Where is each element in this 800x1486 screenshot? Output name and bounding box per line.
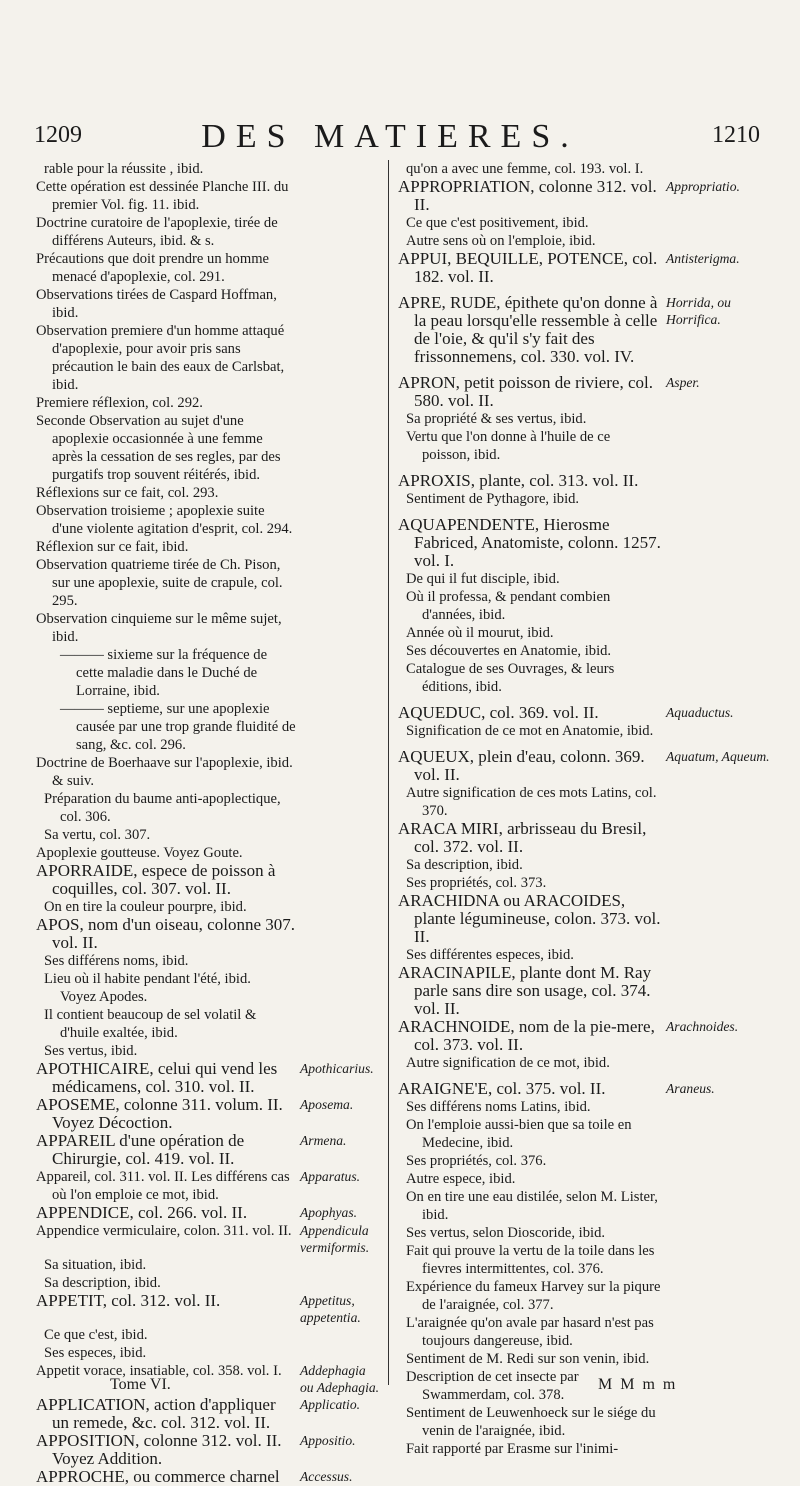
index-entry [36, 1432, 382, 1468]
entry-text: L'araignée qu'on avale par hasard n'est pas toujours dangereuse, ibid. [406, 1315, 654, 1349]
latin-term [666, 1152, 770, 1170]
entry-text: Apoplexie goutteuse. Voyez Goute. [36, 845, 243, 861]
entry-text: Observation cinquieme sur le même sujet, ibid. [36, 611, 282, 645]
entry-text: Voyez Apodes. [60, 989, 148, 1005]
entry-text: APPAREIL d'une opération de Chirurgie, col. 419. vol. II. [36, 1131, 245, 1168]
latin-term [300, 556, 382, 610]
latin-term [300, 790, 382, 826]
index-entry [398, 624, 770, 642]
entry-text: Fait qui prouve la vertu de la toile dans les fievres intermittentes, col. 376. [406, 1243, 655, 1277]
index-entry [398, 374, 770, 410]
latin-term [300, 898, 382, 916]
entry-text: Autre espece, ibid. [406, 1171, 516, 1187]
index-entry [36, 556, 382, 610]
latin-term: Appropriatio. [666, 179, 740, 194]
entry-text: APRE, RUDE, épithete qu'on donne à la peau lorsqu'elle ressemble à celle de l'oie, & qu'il s'y fait des frissonnemens, col. 330. vol. IV. [398, 293, 658, 366]
index-entry [36, 1132, 382, 1168]
index-entry [398, 250, 770, 286]
entry-text: ARACHNOIDE, nom de la pie-mere, col. 373. vol. II. [398, 1017, 655, 1054]
index-entry [398, 410, 770, 428]
index-entry [398, 1224, 770, 1242]
entry-text: APPOSITION, colonne 312. vol. II. Voyez Addition. [36, 1431, 282, 1468]
entry-text: Appareil, col. 311. vol. II. Les différens cas où l'on emploie ce mot, ibid. [36, 1169, 290, 1203]
index-entry [36, 646, 382, 700]
index-entry [398, 1170, 770, 1188]
index-entry [36, 160, 382, 178]
latin-term [300, 160, 382, 178]
entry-text: Sa propriété & ses vertus, ibid. [406, 411, 587, 427]
latin-term [666, 1116, 770, 1152]
index-entry [36, 862, 382, 898]
entry-text: Ses propriétés, col. 376. [406, 1153, 547, 1169]
index-entry [36, 1326, 382, 1344]
index-entry [398, 294, 770, 366]
entry-text: AQUEDUC, col. 369. vol. II. [398, 703, 599, 722]
entry-text: Seconde Observation au sujet d'une apoplexie occasionnée à une femme après la cessation de ses regles, par des purgatifs trop souvent réitérés, ibid. [36, 413, 281, 483]
index-entry [398, 588, 770, 624]
entry-text: ARACHIDNA ou ARACOIDES, plante légumineuse, colon. 373. vol. II. [398, 891, 661, 946]
entry-text: Appendice vermiculaire, colon. 311. vol. II. [36, 1223, 292, 1239]
column-divider [388, 160, 389, 1385]
latin-term [300, 538, 382, 556]
index-entry [398, 660, 770, 696]
entry-text: ——— septieme, sur une apoplexie causée par une trop grande fluidité de sang, &c. col. 296. [60, 701, 296, 753]
entry-text: Il contient beaucoup de sel volatil & d'huile exaltée, ibid. [44, 1007, 257, 1041]
entry-text: Sa situation, ibid. [44, 1257, 147, 1273]
latin-term: Apophyas. [300, 1205, 358, 1220]
index-entry [398, 892, 770, 946]
index-entry [398, 1080, 770, 1098]
index-entry [36, 1256, 382, 1274]
index-entry [398, 946, 770, 964]
entry-text: APPROPRIATION, colonne 312. vol. II. [398, 177, 657, 214]
index-entry [36, 214, 382, 250]
latin-term [300, 1042, 382, 1060]
entry-text: AQUAPENDENTE, Hierosme Fabriced, Anatomiste, colonn. 1257. vol. I. [398, 515, 661, 570]
entry-text: Doctrine curatoire de l'apoplexie, tirée de différens Auteurs, ibid. & s. [36, 215, 278, 249]
latin-term: Aposema. [300, 1097, 354, 1112]
entry-text: Signification de ce mot en Anatomie, ibid. [406, 723, 654, 739]
entry-text: Réflexions sur ce fait, col. 293. [36, 485, 219, 501]
latin-term [666, 874, 770, 892]
entry-text: APPLICATION, action d'appliquer un remede, &c. col. 312. vol. II. [36, 1395, 276, 1432]
entry-text: APORRAIDE, espece de poisson à coquilles, col. 307. vol. II. [36, 861, 276, 898]
index-entry [36, 1096, 382, 1132]
index-entry [398, 1098, 770, 1116]
latin-term [300, 1274, 382, 1292]
latin-term [666, 1440, 770, 1458]
entry-text: Expérience du fameux Harvey sur la piqure de l'araignée, col. 377. [406, 1279, 661, 1313]
index-entry [36, 1344, 382, 1362]
index-entry [398, 1350, 770, 1368]
entry-text: APROXIS, plante, col. 313. vol. II. [398, 471, 639, 490]
entry-text: ARACA MIRI, arbrisseau du Bresil, col. 372. vol. II. [398, 819, 647, 856]
index-entry [398, 490, 770, 508]
index-entry [36, 250, 382, 286]
left-column [36, 160, 382, 1486]
entry-text: Ses vertus, selon Dioscoride, ibid. [406, 1225, 606, 1241]
entry-text: Ses différens noms, ibid. [44, 953, 189, 969]
latin-term [666, 428, 770, 464]
latin-term [300, 952, 382, 970]
latin-term [666, 1188, 770, 1224]
entry-text: Sa description, ibid. [406, 857, 523, 873]
entry-text: Réflexion sur ce fait, ibid. [36, 539, 189, 555]
latin-term [300, 844, 382, 862]
latin-term [300, 646, 382, 700]
index-entry [398, 704, 770, 722]
latin-term: Appendicula vermiformis. [300, 1223, 370, 1255]
latin-term: Horrida, ou Horrifica. [666, 295, 731, 327]
index-entry [36, 1204, 382, 1222]
index-entry [36, 412, 382, 484]
latin-term [666, 964, 770, 1018]
latin-term [666, 160, 770, 178]
index-entry [398, 784, 770, 820]
latin-term [300, 610, 382, 646]
entry-text: APRON, petit poisson de riviere, col. 580. vol. II. [398, 373, 653, 410]
latin-term [666, 1098, 770, 1116]
latin-term [300, 988, 382, 1006]
index-entry [36, 916, 382, 952]
entry-text: ARAIGNE'E, col. 375. vol. II. [398, 1079, 606, 1098]
index-entry [398, 964, 770, 1018]
latin-term [300, 178, 382, 214]
entry-text: Sentiment de M. Redi sur son venin, ibid. [406, 1351, 650, 1367]
latin-term [666, 642, 770, 660]
entry-text: Cette opération est dessinée Planche III. du premier Vol. fig. 11. ibid. [36, 179, 289, 213]
latin-term [666, 892, 770, 946]
latin-term: Addephagia ou Adephagia. [300, 1363, 380, 1395]
latin-term: Arachnoides. [666, 1019, 739, 1034]
entry-text: Observation quatrieme tirée de Ch. Pison, sur une apoplexie, suite de crapule, col. 295. [36, 557, 283, 609]
index-entry [36, 610, 382, 646]
index-entry [36, 826, 382, 844]
index-entry [36, 952, 382, 970]
latin-term [666, 1278, 770, 1314]
latin-term [666, 588, 770, 624]
entry-text: Sa vertu, col. 307. [44, 827, 151, 843]
entry-text: qu'on a avec une femme, col. 193. vol. I. [406, 161, 644, 177]
index-entry [398, 820, 770, 856]
latin-term: Araneus. [666, 1081, 715, 1096]
latin-term [666, 1170, 770, 1188]
entry-text: APPROCHE, ou commerce charnel [36, 1467, 280, 1486]
entry-text: Autre sens où on l'emploie, ibid. [406, 233, 596, 249]
latin-term [300, 502, 382, 538]
index-entry [36, 898, 382, 916]
entry-text: AQUEUX, plein d'eau, colonn. 369. vol. II. [398, 747, 645, 784]
index-entry [36, 700, 382, 754]
index-entry [398, 428, 770, 464]
entry-text: APOTHICAIRE, celui qui vend les médicamens, col. 310. vol. II. [36, 1059, 278, 1096]
index-entry [398, 642, 770, 660]
entry-text: Vertu que l'on donne à l'huile de ce poisson, ibid. [406, 429, 611, 463]
latin-term [300, 1006, 382, 1042]
index-entry [36, 1168, 382, 1204]
index-entry [398, 874, 770, 892]
entry-text: Ses découvertes en Anatomie, ibid. [406, 643, 612, 659]
index-entry [36, 970, 382, 988]
left-page-number: 1209 [34, 122, 82, 148]
latin-term [300, 826, 382, 844]
latin-term [300, 970, 382, 988]
index-entry [36, 538, 382, 556]
entry-text: APOS, nom d'un oiseau, colonne 307. vol. II. [36, 915, 295, 952]
entry-text: Sentiment de Leuwenhoeck sur le siége du venin de l'araignée, ibid. [406, 1405, 656, 1439]
entry-text: On l'emploie aussi-bien que sa toile en Medecine, ibid. [406, 1117, 632, 1151]
entry-text: Autre signification de ce mot, ibid. [406, 1055, 610, 1071]
latin-term [666, 1404, 770, 1440]
latin-term: Armena. [300, 1133, 347, 1148]
index-entry [36, 1222, 382, 1256]
latin-term [300, 412, 382, 484]
latin-term [666, 1350, 770, 1368]
index-entry [36, 394, 382, 412]
latin-term [666, 410, 770, 428]
entry-text: Ses especes, ibid. [44, 1345, 147, 1361]
latin-term [666, 516, 770, 570]
index-entry [36, 844, 382, 862]
latin-term: Aquaductus. [666, 705, 734, 720]
latin-term [666, 624, 770, 642]
index-entry [36, 754, 382, 790]
latin-term: Apothicarius. [300, 1061, 374, 1076]
page-footer [0, 1376, 800, 1398]
latin-term [666, 1314, 770, 1350]
entry-text: Autre signification de ces mots Latins, col. 370. [406, 785, 657, 819]
index-entry [398, 1440, 770, 1458]
index-entry [398, 516, 770, 570]
entry-text: Observations tirées de Caspard Hoffman, ibid. [36, 287, 277, 321]
index-entry [36, 502, 382, 538]
index-entry [398, 472, 770, 490]
entry-text: APPUI, BEQUILLE, POTENCE, col. 182. vol. II. [398, 249, 658, 286]
index-entry [36, 178, 382, 214]
index-entry [36, 1042, 382, 1060]
right-column [398, 160, 770, 1458]
latin-term: Applicatio. [300, 1397, 361, 1412]
running-title: DES MATIERES. [201, 118, 579, 155]
entry-text: APPENDICE, col. 266. vol. II. [36, 1203, 248, 1222]
latin-term [666, 820, 770, 856]
latin-term [300, 1256, 382, 1274]
index-entry [36, 1274, 382, 1292]
latin-term: Appositio. [300, 1433, 356, 1448]
volume-label: Tome VI. [110, 1376, 171, 1393]
index-entry [36, 484, 382, 502]
latin-term: Apparatus. [300, 1169, 361, 1184]
entry-text: APPETIT, col. 312. vol. II. [36, 1291, 221, 1310]
entry-text: Description de cet insecte par Swammerdam, col. 378. [406, 1369, 579, 1403]
index-entry [398, 178, 770, 214]
index-entry [398, 1054, 770, 1072]
latin-term [666, 1224, 770, 1242]
latin-term: Antisterigma. [666, 251, 740, 266]
latin-term: Asper. [666, 375, 700, 390]
entry-text: ——— sixieme sur la fréquence de cette maladie dans le Duché de Lorraine, ibid. [60, 647, 268, 699]
entry-text: Appetit vorace, insatiable, col. 358. vol. I. [36, 1363, 282, 1379]
latin-term [300, 286, 382, 322]
latin-term [300, 700, 382, 754]
entry-text: Fait rapporté par Erasme sur l'inimi- [406, 1441, 619, 1457]
entry-text: De qui il fut disciple, ibid. [406, 571, 560, 587]
latin-term [666, 1054, 770, 1072]
entry-text: On en tire une eau distilée, selon M. Lister, ibid. [406, 1189, 658, 1223]
latin-term [300, 754, 382, 790]
entry-text: On en tire la couleur pourpre, ibid. [44, 899, 247, 915]
latin-term [666, 784, 770, 820]
entry-text: Observation troisieme ; apoplexie suite d'une violente agitation d'esprit, col. 294. [36, 503, 293, 537]
entry-text: Lieu où il habite pendant l'été, ibid. [44, 971, 251, 987]
index-entry [398, 1152, 770, 1170]
right-page-number: 1210 [712, 122, 760, 148]
entry-text: Catalogue de ses Ouvrages, & leurs éditions, ibid. [406, 661, 615, 695]
entry-text: Sentiment de Pythagore, ibid. [406, 491, 580, 507]
index-entry [398, 232, 770, 250]
entry-text: Sa description, ibid. [44, 1275, 161, 1291]
page-header [0, 118, 800, 158]
latin-term [300, 484, 382, 502]
index-entry [398, 570, 770, 588]
index-entry [36, 1060, 382, 1096]
index-entry [398, 214, 770, 232]
latin-term [666, 472, 770, 490]
index-entry [398, 1116, 770, 1152]
latin-term [300, 916, 382, 952]
latin-term [300, 394, 382, 412]
entry-text: Ses propriétés, col. 373. [406, 875, 547, 891]
entry-text: Ce que c'est, ibid. [44, 1327, 148, 1343]
latin-term [666, 570, 770, 588]
latin-term: Accessus. [300, 1469, 353, 1484]
index-entry [398, 1242, 770, 1278]
latin-term [300, 862, 382, 898]
latin-term [666, 490, 770, 508]
index-entry [36, 1292, 382, 1326]
latin-term [666, 660, 770, 696]
index-entry [398, 722, 770, 740]
entry-text: Ses différentes especes, ibid. [406, 947, 574, 963]
index-entry [36, 988, 382, 1006]
latin-term [300, 214, 382, 250]
entry-text: Ses différens noms Latins, ibid. [406, 1099, 591, 1115]
entry-text: Préparation du baume anti-apoplectique, col. 306. [44, 791, 281, 825]
signature-mark: M M m m [598, 1376, 678, 1393]
index-entry [398, 1314, 770, 1350]
entry-text: Doctrine de Boerhaave sur l'apoplexie, ibid. & suiv. [36, 755, 293, 789]
index-entry [36, 322, 382, 394]
entry-text: Précautions que doit prendre un homme menacé d'apoplexie, col. 291. [36, 251, 270, 285]
latin-term [300, 1344, 382, 1362]
latin-term [666, 722, 770, 740]
index-entry [36, 1468, 382, 1486]
index-entry [398, 856, 770, 874]
latin-term [666, 214, 770, 232]
entry-text: APOSEME, colonne 311. volum. II. Voyez Décoction. [36, 1095, 283, 1132]
entry-text: ARACINAPILE, plante dont M. Ray parle sans dire son usage, col. 374. vol. II. [398, 963, 652, 1018]
latin-term [666, 856, 770, 874]
latin-term [666, 946, 770, 964]
latin-term [666, 1242, 770, 1278]
latin-term: Aquatum, Aqueum. [666, 749, 770, 764]
entry-text: Ce que c'est positivement, ibid. [406, 215, 589, 231]
entry-text: Observation premiere d'un homme attaqué d'apoplexie, pour avoir pris sans précaution le bain des eaux de Carlsbat, ibid. [36, 323, 285, 393]
index-entry [398, 1188, 770, 1224]
entry-text: Année où il mourut, ibid. [406, 625, 554, 641]
index-entry [398, 1404, 770, 1440]
latin-term [300, 1326, 382, 1344]
latin-term [666, 232, 770, 250]
index-entry [36, 286, 382, 322]
latin-term: Appetitus, appetentia. [300, 1293, 361, 1325]
index-entry [36, 1006, 382, 1042]
index-entry [398, 748, 770, 784]
entry-text: Premiere réflexion, col. 292. [36, 395, 203, 411]
index-entry [36, 1396, 382, 1432]
index-entry [398, 1018, 770, 1054]
entry-text: Ses vertus, ibid. [44, 1043, 138, 1059]
index-entry [398, 160, 770, 178]
entry-text: Où il professa, & pendant combien d'années, ibid. [406, 589, 611, 623]
entry-text: rable pour la réussite , ibid. [44, 161, 204, 177]
index-entry [398, 1278, 770, 1314]
latin-term [300, 322, 382, 394]
latin-term [300, 250, 382, 286]
index-entry [36, 790, 382, 826]
